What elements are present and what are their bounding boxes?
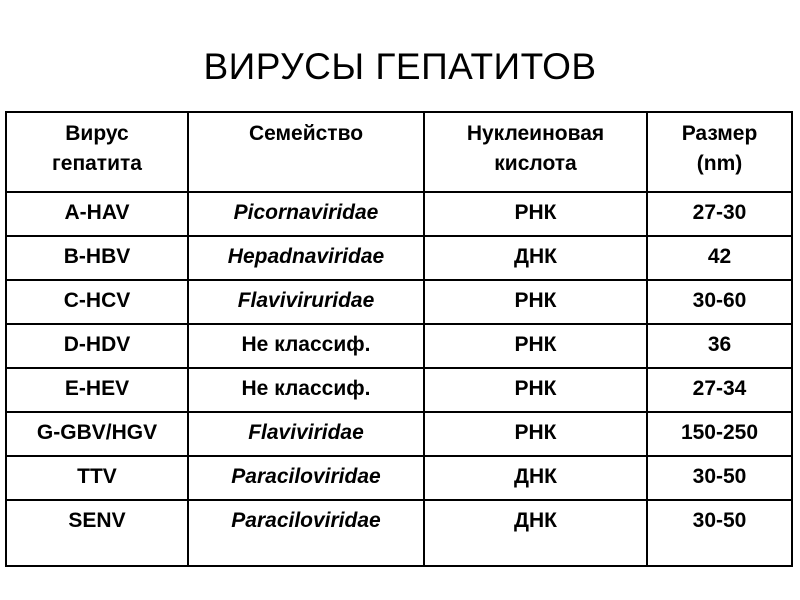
cell-nucleic-acid: ДНК: [424, 236, 647, 280]
cell-nucleic-acid: РНК: [424, 192, 647, 236]
cell-nucleic-acid: РНК: [424, 368, 647, 412]
cell-nucleic-acid: РНК: [424, 324, 647, 368]
cell-virus: SENV: [6, 500, 188, 566]
cell-nucleic-acid: РНК: [424, 280, 647, 324]
cell-family: Paraciloviridae: [188, 456, 424, 500]
cell-nucleic-acid: ДНК: [424, 500, 647, 566]
header-size-line-1: Размер: [681, 122, 758, 145]
header-virus-line-2: гепатита: [52, 152, 142, 175]
cell-virus: D-HDV: [6, 324, 188, 368]
table-row: [6, 456, 792, 500]
cell-size: 36: [647, 324, 792, 368]
cell-nucleic-acid: РНК: [424, 412, 647, 456]
cell-family: Flaviviridae: [188, 412, 424, 456]
cell-family: Не классиф.: [188, 368, 424, 412]
cell-family: Paraciloviridae: [188, 500, 424, 566]
cell-virus: A-HAV: [6, 192, 188, 236]
cell-virus: C-HCV: [6, 280, 188, 324]
cell-size: 42: [647, 236, 792, 280]
cell-family: Picornaviridae: [188, 192, 424, 236]
cell-size: 30-50: [647, 456, 792, 500]
cell-nucleic-acid: ДНК: [424, 456, 647, 500]
cell-family: Flavivirиridae: [188, 280, 424, 324]
header-size-line-2: (nm): [696, 152, 743, 175]
table-row: [6, 368, 792, 412]
cell-virus: B-HBV: [6, 236, 188, 280]
table-row: [6, 192, 792, 236]
table-header-row: [6, 112, 792, 192]
header-acid-line-2: кислота: [494, 152, 577, 175]
table-row: [6, 324, 792, 368]
cell-size: 27-30: [647, 192, 792, 236]
cell-size: 30-60: [647, 280, 792, 324]
header-virus-line-1: Вирус: [65, 122, 129, 145]
header-size: [647, 112, 792, 192]
page-title: ВИРУСЫ ГЕПАТИТОВ: [203, 46, 597, 87]
cell-size: 27-34: [647, 368, 792, 412]
header-family-line-1: Семейство: [248, 122, 364, 145]
hepatitis-virus-table: [5, 111, 793, 567]
table-row: [6, 412, 792, 456]
header-acid-line-1: Нуклеиновая: [466, 122, 605, 145]
cell-virus: TTV: [6, 456, 188, 500]
table-row: [6, 236, 792, 280]
header-family: [188, 112, 424, 192]
cell-size: 150-250: [647, 412, 792, 456]
cell-family: Не классиф.: [188, 324, 424, 368]
cell-size: 30-50: [647, 500, 792, 566]
header-nucleic-acid: [424, 112, 647, 192]
cell-virus: G-GBV/HGV: [6, 412, 188, 456]
table-row: [6, 500, 792, 566]
cell-virus: E-HEV: [6, 368, 188, 412]
header-virus: [6, 112, 188, 192]
cell-family: Hepadnaviridae: [188, 236, 424, 280]
table-row: [6, 280, 792, 324]
